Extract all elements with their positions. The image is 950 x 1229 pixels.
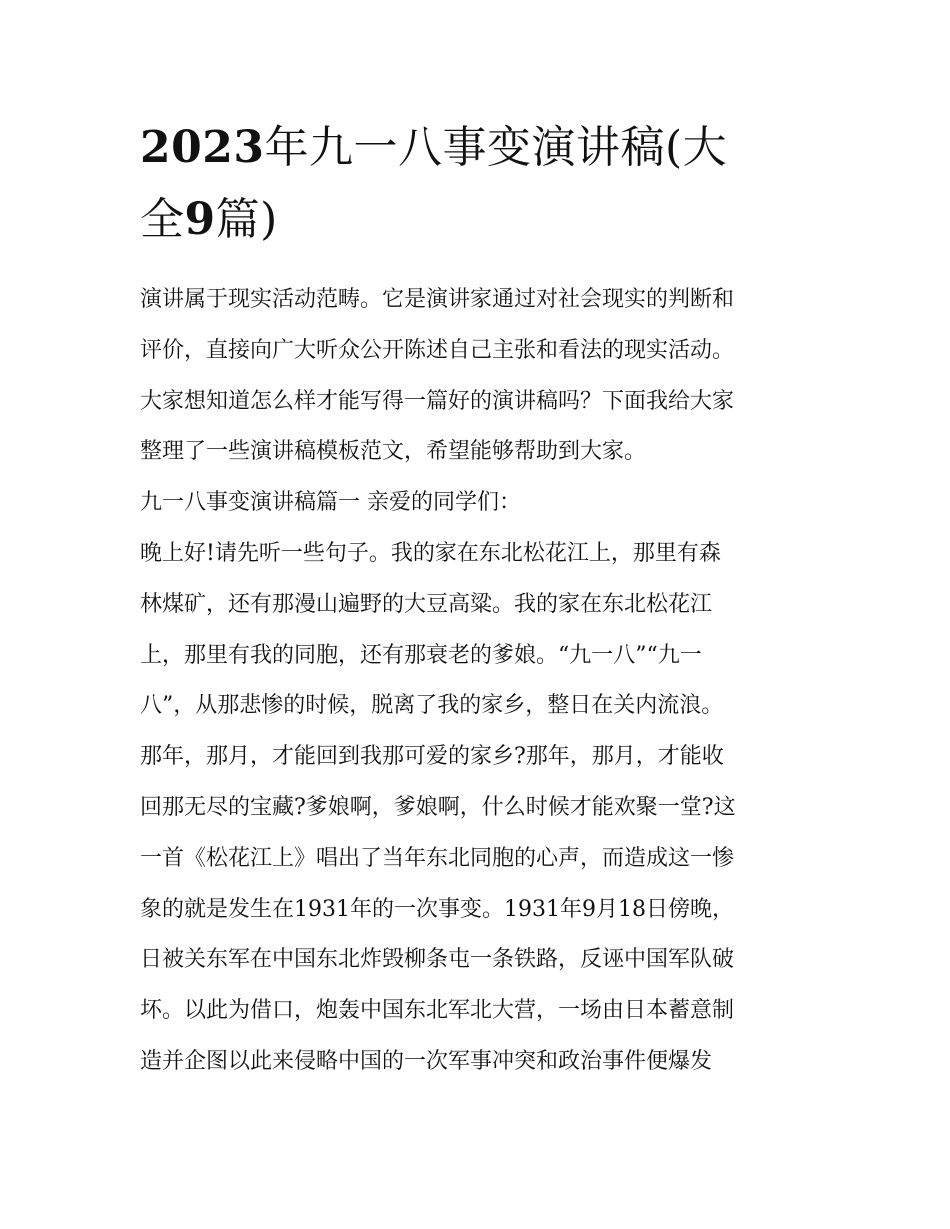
document-body <box>140 275 815 1088</box>
text-line: 一首《松花江上》唱出了当年东北同胞的心声，而造成这一惨 <box>140 845 735 871</box>
text-line: 回那无尽的宝藏?爹娘啊，爹娘啊，什么时候才能欢聚一堂?这 <box>140 794 736 820</box>
document-content <box>140 112 815 1088</box>
text-line: 上，那里有我的同胞，还有那衰老的爹娘。“九一八”“九一 <box>140 642 702 668</box>
text-line: 晚上好!请先听一些句子。我的家在东北松花江上，那里有森 <box>140 540 721 566</box>
text-line: 那年，那月，才能回到我那可爱的家乡?那年，那月，才能收 <box>140 744 724 770</box>
title-count: 9 <box>184 194 216 245</box>
title-part-1: 年九一八事变演讲稿(大 <box>264 122 728 173</box>
section-heading: 九一八事变演讲稿篇一 亲爱的同学们： <box>140 490 521 516</box>
text-line: 评价，直接向广大听众公开陈述自己主张和看法的现实活动。 <box>140 337 735 363</box>
title-part-2: 全 <box>140 194 185 245</box>
text-line: 八”，从那悲惨的时候，脱离了我的家乡，整日在关内流浪。 <box>140 693 724 719</box>
text-line: 日被关东军在中国东北炸毁柳条屯一条铁路，反诬中国军队破 <box>140 947 735 973</box>
text-line: 坏。以此为借口，炮轰中国东北军北大营，一场由日本蓄意制 <box>140 998 735 1024</box>
text-line: 象的就是发生在1931年的一次事变。1931年9月18日傍晚， <box>140 896 734 922</box>
text-line: 演讲属于现实活动范畴。它是演讲家通过对社会现实的判断和 <box>140 287 735 312</box>
title-part-3: 篇) <box>215 194 278 245</box>
text-line: 林煤矿，还有那漫山遍野的大豆高粱。我的家在东北松花江 <box>140 591 713 617</box>
document-title <box>140 112 815 256</box>
text-line: 造并企图以此来侵略中国的一次军事冲突和政治事件便爆发 <box>140 1048 713 1074</box>
text-line: 大家想知道怎么样才能写得一篇好的演讲稿吗？下面我给大家 <box>140 388 735 414</box>
text-line: 整理了一些演讲稿模板范文，希望能够帮助到大家。 <box>140 439 647 465</box>
title-year: 2023 <box>140 122 265 173</box>
